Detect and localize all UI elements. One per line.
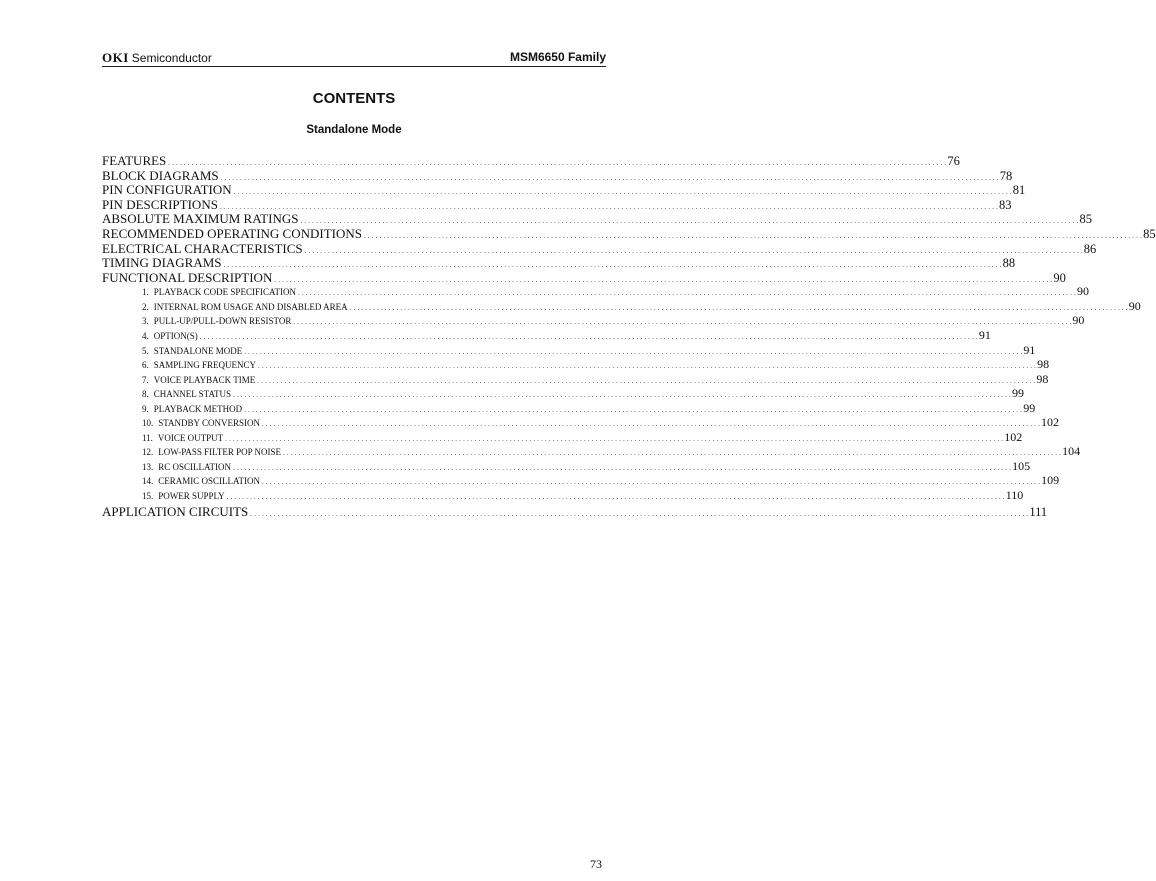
toc-entry-application-circuits[interactable] (102, 503, 1048, 519)
toc-entry-electrical-characteristics[interactable] (102, 240, 1097, 256)
toc-subentry-playback-code-specification[interactable] (102, 284, 1090, 299)
leader-dots: . . . . . . . . . . . . . . . . . . . . . . . . . . . . . . . . . . . . . . . . . . . . . . . . . . . . . . . . . . . . . . . . . . . . . . . . . . . . . . . . . . . . . . . . . . . . . . . . . . . . . . . . . . . . . . . . . . . . . . . . . . . . . . . . . . . . . . . . . . . . . . . . . . . . . . . . . . . . . . . . . . . . . . . . . . . . . . . . . . . . . . . . . . . . . . . . . . . . . . . . (304, 246, 1083, 255)
toc-subentry-number: 1. (142, 287, 149, 298)
leader-dots: . . . . . . . . . . . . . . . . . . . . . . . . . . . . . . . . . . . . . . . . . . . . . . . . . . . . . . . . . . . . . . . . . . . . . . . . . . . . . . . . . . . . . . . . . . . . . . . . . . . . . . . . . . . . . . . . . . . . . . . . . . . . . . . . . . . . . . . . . . . . . . . . . . . . . . . . . . . . . . . . . . . . . . . . . . . . . . . . . . . . . . . . . . . . . . . . . . . . . . . . (232, 391, 1012, 400)
leader-dots: . . . . . . . . . . . . . . . . . . . . . . . . . . . . . . . . . . . . . . . . . . . . . . . . . . . . . . . . . . . . . . . . . . . . . . . . . . . . . . . . . . . . . . . . . . . . . . . . . . . . . . . . . . . . . . . . . . . . . . . . . . . . . . . . . . . . . . . . . . . . . . . . . . . . . . . . . . . . . . . . . . . . . . . . . . . . . . . . . . . . . . . . . . . . . . . . . . . . . . . . (233, 463, 1012, 472)
toc-subentry-number: 3. (142, 316, 149, 327)
toc-label: STANDBY CONVERSION (158, 418, 260, 429)
toc-page: 102 (1004, 429, 1023, 444)
leader-dots: . . . . . . . . . . . . . . . . . . . . . . . . . . . . . . . . . . . . . . . . . . . . . . . . . . . . . . . . . . . . . . . . . . . . . . . . . . . . . . . . . . . . . . . . . . . . . . . . . . . . . . . . . . . . . . . . . . . . . . . . . . . . . . . . . . . . . . . . . . . . . . . . . . . . . . . . . . . . . . . . . . . . . . . . . . . . . . . . . . . . . . . . . . . . . . . . . . . . . . . . (274, 275, 1053, 284)
toc-label: VOICE OUTPUT (157, 432, 224, 443)
toc-entry-pin-descriptions[interactable] (102, 196, 1012, 212)
toc-label: PULL-UP/PULL-DOWN RESISTOR (153, 316, 292, 327)
header-brand (102, 50, 212, 66)
toc-page: 105 (1012, 458, 1031, 473)
toc-label: RC OSCILLATION (158, 461, 232, 472)
leader-dots: . . . . . . . . . . . . . . . . . . . . . . . . . . . . . . . . . . . . . . . . . . . . . . . . . . . . . . . . . . . . . . . . . . . . . . . . . . . . . . . . . . . . . . . . . . . . . . . . . . . . . . . . . . . . . . . . . . . . . . . . . . . . . . . . . . . . . . . . . . . . . . . . . . . . . . . . . . . . . . . . . . . . . . . . . . . . . . . . . . . . . . . . . . . . . . . . . . . . . . . . (258, 362, 1037, 371)
toc-label: CERAMIC OSCILLATION (158, 476, 261, 487)
toc-subentry-standalone-mode[interactable] (102, 342, 1036, 358)
toc-page: 90 (1053, 270, 1066, 285)
leader-dots: . . . . . . . . . . . . . . . . . . . . . . . . . . . . . . . . . . . . . . . . . . . . . . . . . . . . . . . . . . . . . . . . . . . . . . . . . . . . . . . . . . . . . . . . . . . . . . . . . . . . . . . . . . . . . . . . . . . . . . . . . . . . . . . . . . . . . . . . . . . . . . . . . . . . . . . . . . . . . . . . . . . . . . . . . . . . . . . . . . . . . . . . . . . . . . . . . . . . . . . . (168, 159, 947, 167)
toc-label: FUNCTIONAL DESCRIPTION (102, 269, 273, 285)
page-header (102, 48, 606, 67)
toc-page: 81 (1012, 183, 1026, 198)
brand-text: Semiconductor (131, 51, 212, 65)
toc-page: 90 (1128, 298, 1141, 313)
toc-page: 109 (1041, 473, 1060, 488)
leader-dots: . . . . . . . . . . . . . . . . . . . . . . . . . . . . . . . . . . . . . . . . . . . . . . . . . . . . . . . . . . . . . . . . . . . . . . . . . . . . . . . . . . . . . . . . . . . . . . . . . . . . . . . . . . . . . . . . . . . . . . . . . . . . . . . . . . . . . . . . . . . . . . . . . . . . . . . . . . . . . . . . . . . . . . . . . . . . . . . . . . . . . . . . . . . . . . . . . . . . . . . . (226, 493, 1005, 501)
toc-page: 99 (1012, 386, 1025, 401)
toc-entry-timing-diagrams[interactable] (102, 255, 1016, 271)
toc-label: LOW-PASS FILTER POP NOISE (158, 447, 282, 458)
toc-page: 110 (1005, 488, 1024, 502)
toc-subentry-sampling-frequency[interactable] (102, 357, 1050, 372)
page-number: 73 (590, 857, 602, 871)
toc-page: 83 (999, 197, 1012, 212)
toc-subentry-number: 5. (142, 345, 149, 356)
leader-dots: . . . . . . . . . . . . . . . . . . . . . . . . . . . . . . . . . . . . . . . . . . . . . . . . . . . . . . . . . . . . . . . . . . . . . . . . . . . . . . . . . . . . . . . . . . . . . . . . . . . . . . . . . . . . . . . . . . . . . . . . . . . . . . . . . . . . . . . . . . . . . . . . . . . . . . . . . . . . . . . . . . . . . . . . . . . . . . . . . . . . . . . . . . . . . . . . . . . . . . . . (261, 420, 1041, 429)
toc-entry-block-diagrams[interactable] (102, 167, 1013, 183)
toc-entry-features[interactable] (102, 153, 960, 168)
toc-page: 111 (1029, 504, 1048, 519)
leader-dots: . . . . . . . . . . . . . . . . . . . . . . . . . . . . . . . . . . . . . . . . . . . . . . . . . . . . . . . . . . . . . . . . . . . . . . . . . . . . . . . . . . . . . . . . . . . . . . . . . . . . . . . . . . . . . . . . . . . . . . . . . . . . . . . . . . . . . . . . . . . . . . . . . . . . . . . . . . . . . . . . . . . . . . . . . . . . . . . . . . . . . . . . . . . . . . . . . . . . . . . . (244, 405, 1023, 414)
toc-subentry-channel-status[interactable] (102, 386, 1025, 401)
toc-page: 86 (1083, 241, 1097, 256)
toc-subentry-playback-method[interactable] (102, 400, 1036, 416)
toc-entry-absolute-maximum-ratings[interactable] (102, 211, 1093, 227)
toc-page: 88 (1002, 256, 1016, 271)
leader-dots: . . . . . . . . . . . . . . . . . . . . . . . . . . . . . . . . . . . . . . . . . . . . . . . . . . . . . . . . . . . . . . . . . . . . . . . . . . . . . . . . . . . . . . . . . . . . . . . . . . . . . . . . . . . . . . . . . . . . . . . . . . . . . . . . . . . . . . . . . . . . . . . . . . . . . . . . . . . . . . . . . . . . . . . . . . . . . . . . . . . . . . . . . . . . . . . . . . . . . . . . (257, 376, 1036, 385)
toc-label: INTERNAL ROM USAGE AND DISABLED AREA (153, 301, 348, 312)
leader-dots: . . . . . . . . . . . . . . . . . . . . . . . . . . . . . . . . . . . . . . . . . . . . . . . . . . . . . . . . . . . . . . . . . . . . . . . . . . . . . . . . . . . . . . . . . . . . . . . . . . . . . . . . . . . . . . . . . . . . . . . . . . . . . . . . . . . . . . . . . . . . . . . . . . . . . . . . . . . . . . . . . . . . . . . . . . . . . . . . . . . . . . . . . . . . . . . . . . . . . . . . (219, 202, 998, 211)
toc-label: SAMPLING FREQUENCY (153, 360, 257, 371)
toc-subentry-number: 15. (142, 491, 154, 501)
toc-label: ELECTRICAL CHARACTERISTICS (102, 240, 303, 256)
toc-label: ABSOLUTE MAXIMUM RATINGS (102, 211, 299, 227)
toc-subentry-number: 4. (142, 330, 149, 341)
leader-dots: . . . . . . . . . . . . . . . . . . . . . . . . . . . . . . . . . . . . . . . . . . . . . . . . . . . . . . . . . . . . . . . . . . . . . . . . . . . . . . . . . . . . . . . . . . . . . . . . . . . . . . . . . . . . . . . . . . . . . . . . . . . . . . . . . . . . . . . . . . . . . . . . . . . . . . . . . . . . . . . . . . . . . . . . . . . . . . . . . . . . . . . . . . . . . . . . . . . . . . . . (225, 434, 1004, 443)
toc-subentry-number: 11. (142, 432, 153, 443)
toc-subentry-ceramic-oscillation[interactable] (102, 473, 1060, 488)
toc-label: BLOCK DIAGRAMS (102, 167, 219, 183)
toc-label: PLAYBACK CODE SPECIFICATION (153, 287, 296, 298)
toc-subentry-standby-conversion[interactable] (102, 415, 1060, 430)
toc-entry-pin-configuration[interactable] (102, 182, 1026, 198)
toc-subentry-number: 7. (142, 374, 149, 385)
toc-page: 90 (1077, 284, 1090, 299)
toc-entry-functional-description[interactable] (102, 269, 1066, 285)
toc-subentry-number: 2. (142, 301, 149, 312)
toc-subentry-internal-rom-usage[interactable] (102, 298, 1141, 314)
toc-label: CHANNEL STATUS (153, 389, 231, 400)
toc-label: FEATURES (102, 153, 167, 168)
toc-page: 91 (978, 327, 991, 342)
toc-page: 91 (1023, 342, 1036, 357)
toc-subentry-number: 14. (142, 476, 154, 487)
toc-label: OPTION(S) (153, 330, 198, 341)
toc-subentry-options[interactable] (102, 327, 991, 343)
toc-page: 76 (947, 154, 960, 168)
toc-page: 98 (1037, 357, 1050, 372)
page-subtitle: Standalone Mode (306, 124, 402, 136)
toc-page: 85 (1079, 212, 1093, 227)
toc-subentry-number: 8. (142, 389, 149, 400)
toc-label: VOICE PLAYBACK TIME (153, 374, 256, 385)
toc-page: 90 (1072, 313, 1085, 328)
oki-logo: OKI (102, 50, 129, 65)
leader-dots: . . . . . . . . . . . . . . . . . . . . . . . . . . . . . . . . . . . . . . . . . . . . . . . . . . . . . . . . . . . . . . . . . . . . . . . . . . . . . . . . . . . . . . . . . . . . . . . . . . . . . . . . . . . . . . . . . . . . . . . . . . . . . . . . . . . . . . . . . . . . . . . . . . . . . . . . . . . . . . . . . . . . . . . . . . . . . . . . . . . . . . . . . . . . . . . . . . . . . . . . (220, 173, 999, 182)
toc-subentry-number: 13. (142, 461, 154, 472)
toc-subentry-rc-oscillation[interactable] (102, 458, 1031, 474)
page-title: CONTENTS (312, 90, 396, 107)
leader-dots: . . . . . . . . . . . . . . . . . . . . . . . . . . . . . . . . . . . . . . . . . . . . . . . . . . . . . . . . . . . . . . . . . . . . . . . . . . . . . . . . . . . . . . . . . . . . . . . . . . . . . . . . . . . . . . . . . . . . . . . . . . . . . . . . . . . . . . . . . . . . . . . . . . . . . . . . . . . . . . . . . . . . . . . . . . . . . . . . . . . . . . . . . . . . . . . . . . . . . . . . (283, 449, 1062, 458)
toc-entry-recommended-operating-conditions[interactable] (102, 225, 1156, 241)
toc-page: 78 (999, 168, 1013, 183)
toc-label: POWER SUPPLY (158, 491, 225, 501)
toc-label: PIN DESCRIPTIONS (102, 196, 218, 212)
toc-label: PLAYBACK METHOD (153, 403, 243, 414)
toc-subentry-pull-up-pull-down-resistor[interactable] (102, 313, 1085, 328)
toc-subentry-number: 6. (142, 360, 149, 371)
toc-label: STANDALONE MODE (153, 345, 243, 356)
table-of-contents (102, 153, 1156, 519)
toc-label: PIN CONFIGURATION (102, 182, 232, 198)
leader-dots: . . . . . . . . . . . . . . . . . . . . . . . . . . . . . . . . . . . . . . . . . . . . . . . . . . . . . . . . . . . . . . . . . . . . . . . . . . . . . . . . . . . . . . . . . . . . . . . . . . . . . . . . . . . . . . . . . . . . . . . . . . . . . . . . . . . . . . . . . . . . . . . . . . . . . . . . . . . . . . . . . . . . . . . . . . . . . . . . . . . . . . . . . . . . . . . . . . . . . . . . (300, 217, 1079, 226)
leader-dots: . . . . . . . . . . . . . . . . . . . . . . . . . . . . . . . . . . . . . . . . . . . . . . . . . . . . . . . . . . . . . . . . . . . . . . . . . . . . . . . . . . . . . . . . . . . . . . . . . . . . . . . . . . . . . . . . . . . . . . . . . . . . . . . . . . . . . . . . . . . . . . . . . . . . . . . . . . . . . . . . . . . . . . . . . . . . . . . . . . . . . . . . . . . . . . . . . . . . . . . . (223, 261, 1002, 270)
leader-dots: . . . . . . . . . . . . . . . . . . . . . . . . . . . . . . . . . . . . . . . . . . . . . . . . . . . . . . . . . . . . . . . . . . . . . . . . . . . . . . . . . . . . . . . . . . . . . . . . . . . . . . . . . . . . . . . . . . . . . . . . . . . . . . . . . . . . . . . . . . . . . . . . . . . . . . . . . . . . . . . . . . . . . . . . . . . . . . . . . . . . . . . . . . . . . . . . . . . . . . . . (262, 478, 1041, 487)
toc-subentry-number: 9. (142, 403, 149, 414)
leader-dots: . . . . . . . . . . . . . . . . . . . . . . . . . . . . . . . . . . . . . . . . . . . . . . . . . . . . . . . . . . . . . . . . . . . . . . . . . . . . . . . . . . . . . . . . . . . . . . . . . . . . . . . . . . . . . . . . . . . . . . . . . . . . . . . . . . . . . . . . . . . . . . . . . . . . . . . . . . . . . . . . . . . . . . . . . . . . . . . . . . . . . . . . . . . . . . . . . . . . . . . . (293, 318, 1072, 327)
leader-dots: . . . . . . . . . . . . . . . . . . . . . . . . . . . . . . . . . . . . . . . . . . . . . . . . . . . . . . . . . . . . . . . . . . . . . . . . . . . . . . . . . . . . . . . . . . . . . . . . . . . . . . . . . . . . . . . . . . . . . . . . . . . . . . . . . . . . . . . . . . . . . . . . . . . . . . . . . . . . . . . . . . . . . . . . . . . . . . . . . . . . . . . . . . . . . . . . . . . . . . . . (199, 332, 978, 341)
toc-subentry-number: 10. (142, 418, 154, 429)
toc-subentry-power-supply[interactable] (102, 488, 1024, 503)
toc-subentry-number: 12. (142, 447, 154, 458)
toc-subentry-voice-output[interactable] (102, 429, 1023, 445)
toc-page: 99 (1023, 400, 1036, 415)
toc-label: APPLICATION CIRCUITS (102, 503, 249, 519)
leader-dots: . . . . . . . . . . . . . . . . . . . . . . . . . . . . . . . . . . . . . . . . . . . . . . . . . . . . . . . . . . . . . . . . . . . . . . . . . . . . . . . . . . . . . . . . . . . . . . . . . . . . . . . . . . . . . . . . . . . . . . . . . . . . . . . . . . . . . . . . . . . . . . . . . . . . . . . . . . . . . . . . . . . . . . . . . . . . . . . . . . . . . . . . . . . . . . . . . . . . . . . . (349, 303, 1128, 312)
leader-dots: . . . . . . . . . . . . . . . . . . . . . . . . . . . . . . . . . . . . . . . . . . . . . . . . . . . . . . . . . . . . . . . . . . . . . . . . . . . . . . . . . . . . . . . . . . . . . . . . . . . . . . . . . . . . . . . . . . . . . . . . . . . . . . . . . . . . . . . . . . . . . . . . . . . . . . . . . . . . . . . . . . . . . . . . . . . . . . . . . . . . . . . . . . . . . . . . . . . . . . . . (297, 289, 1077, 298)
leader-dots: . . . . . . . . . . . . . . . . . . . . . . . . . . . . . . . . . . . . . . . . . . . . . . . . . . . . . . . . . . . . . . . . . . . . . . . . . . . . . . . . . . . . . . . . . . . . . . . . . . . . . . . . . . . . . . . . . . . . . . . . . . . . . . . . . . . . . . . . . . . . . . . . . . . . . . . . . . . . . . . . . . . . . . . . . . . . . . . . . . . . . . . . . . . . . . . . . . . . . . . . (244, 347, 1023, 356)
leader-dots: . . . . . . . . . . . . . . . . . . . . . . . . . . . . . . . . . . . . . . . . . . . . . . . . . . . . . . . . . . . . . . . . . . . . . . . . . . . . . . . . . . . . . . . . . . . . . . . . . . . . . . . . . . . . . . . . . . . . . . . . . . . . . . . . . . . . . . . . . . . . . . . . . . . . . . . . . . . . . . . . . . . . . . . . . . . . . . . . . . . . . . . . . . . . . . . . . . . . . . . . (364, 231, 1143, 240)
toc-subentry-low-pass-filter-pop-noise[interactable] (102, 444, 1081, 459)
toc-label: RECOMMENDED OPERATING CONDITIONS (102, 225, 362, 241)
toc-page: 85 (1143, 226, 1156, 241)
leader-dots: . . . . . . . . . . . . . . . . . . . . . . . . . . . . . . . . . . . . . . . . . . . . . . . . . . . . . . . . . . . . . . . . . . . . . . . . . . . . . . . . . . . . . . . . . . . . . . . . . . . . . . . . . . . . . . . . . . . . . . . . . . . . . . . . . . . . . . . . . . . . . . . . . . . . . . . . . . . . . . . . . . . . . . . . . . . . . . . . . . . . . . . . . . . . . . . . . . . . . . . . (250, 509, 1029, 518)
toc-page: 104 (1062, 444, 1081, 459)
product-family: MSM6650 Family (509, 50, 606, 64)
leader-dots: . . . . . . . . . . . . . . . . . . . . . . . . . . . . . . . . . . . . . . . . . . . . . . . . . . . . . . . . . . . . . . . . . . . . . . . . . . . . . . . . . . . . . . . . . . . . . . . . . . . . . . . . . . . . . . . . . . . . . . . . . . . . . . . . . . . . . . . . . . . . . . . . . . . . . . . . . . . . . . . . . . . . . . . . . . . . . . . . . . . . . . . . . . . . . . . . . . . . . . . . (233, 188, 1012, 197)
toc-page: 98 (1036, 371, 1049, 386)
toc-subentry-voice-playback-time[interactable] (102, 371, 1049, 387)
toc-page: 102 (1041, 415, 1060, 430)
toc-label: TIMING DIAGRAMS (102, 255, 222, 271)
